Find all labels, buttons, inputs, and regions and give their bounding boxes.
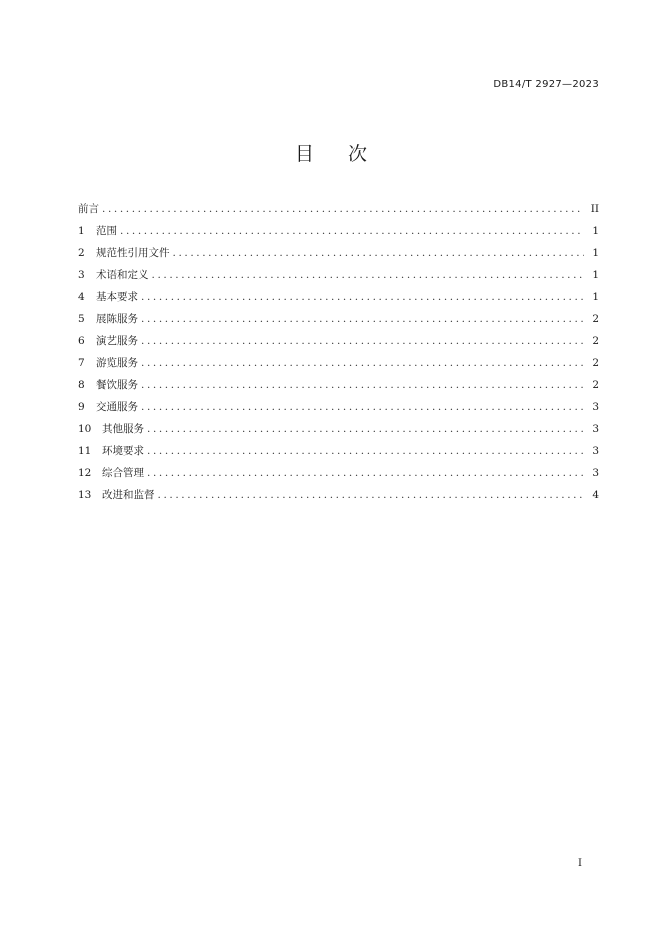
toc-entry-number: 8 <box>78 379 85 391</box>
toc-entry-label: 范围 <box>96 225 117 237</box>
toc-entry-number: 12 <box>78 467 92 479</box>
toc-entry-number: 1 <box>78 225 85 237</box>
toc-entry-page: 3 <box>592 401 599 413</box>
toc-leader-dots <box>120 220 584 242</box>
toc-leader-dots <box>147 418 584 440</box>
toc-entry-label: 改进和监督 <box>102 489 155 501</box>
toc-entry-number: 9 <box>78 401 85 413</box>
document-code: DB14/T 2927—2023 <box>493 79 599 90</box>
toc-entry-label: 交通服务 <box>96 401 138 413</box>
toc-entry-page: 2 <box>592 379 599 391</box>
toc-leader-dots <box>141 374 584 396</box>
toc-entry-label: 术语和定义 <box>96 269 149 281</box>
table-of-contents <box>78 198 599 506</box>
toc-leader-dots <box>141 308 584 330</box>
toc-leader-dots <box>147 462 584 484</box>
toc-leader-dots <box>141 396 584 418</box>
toc-entry-label: 规范性引用文件 <box>96 247 170 259</box>
toc-entry-page: 3 <box>592 445 599 457</box>
toc-entry-number: 13 <box>78 489 92 501</box>
page-number: I <box>578 858 582 869</box>
toc-leader-dots <box>152 264 585 286</box>
toc-entry-number: 3 <box>78 269 85 281</box>
toc-entry-label: 综合管理 <box>102 467 144 479</box>
toc-entry[interactable] <box>78 484 599 506</box>
toc-entry[interactable] <box>78 396 599 418</box>
toc-entry-label: 演艺服务 <box>96 335 138 347</box>
toc-entry-label: 环境要求 <box>102 445 144 457</box>
toc-entry[interactable] <box>78 462 599 484</box>
toc-leader-dots <box>141 330 584 352</box>
toc-leader-dots <box>173 242 585 264</box>
toc-entry-page: 1 <box>592 269 599 281</box>
toc-leader-dots <box>141 352 584 374</box>
toc-entry-number: 6 <box>78 335 85 347</box>
toc-entry-label: 游览服务 <box>96 357 138 369</box>
toc-entry[interactable] <box>78 374 599 396</box>
toc-entry[interactable] <box>78 440 599 462</box>
toc-leader-dots <box>102 198 584 220</box>
toc-entry-label: 基本要求 <box>96 291 138 303</box>
toc-entry-foreword[interactable] <box>78 198 599 220</box>
toc-entry-label: 其他服务 <box>102 423 144 435</box>
toc-entry-number: 11 <box>78 445 92 457</box>
toc-entry-label: 餐饮服务 <box>96 379 138 391</box>
toc-entry-page: 2 <box>592 313 599 325</box>
toc-entry-page: 1 <box>592 247 599 259</box>
toc-leader-dots <box>158 484 585 506</box>
toc-entry[interactable] <box>78 418 599 440</box>
toc-entry[interactable] <box>78 242 599 264</box>
toc-entry-number: 2 <box>78 247 85 259</box>
toc-entry[interactable] <box>78 308 599 330</box>
toc-entry-label: 展陈服务 <box>96 313 138 325</box>
toc-entry-number: 10 <box>78 423 92 435</box>
toc-entry-page: 2 <box>592 335 599 347</box>
toc-entry-page: 2 <box>592 357 599 369</box>
toc-leader-dots <box>141 286 584 308</box>
toc-entry[interactable] <box>78 352 599 374</box>
toc-entry-page: 1 <box>592 225 599 237</box>
toc-entry-page: II <box>590 203 599 215</box>
toc-entry-page: 4 <box>592 489 599 501</box>
toc-entry[interactable] <box>78 330 599 352</box>
toc-entry-page: 3 <box>592 467 599 479</box>
toc-entry-page: 3 <box>592 423 599 435</box>
toc-entry-page: 1 <box>592 291 599 303</box>
toc-entry-number: 7 <box>78 357 85 369</box>
toc-entry-label: 前言 <box>78 203 99 215</box>
toc-entry[interactable] <box>78 286 599 308</box>
toc-title: 目 次 <box>294 143 368 165</box>
toc-leader-dots <box>147 440 584 462</box>
toc-entry-number: 4 <box>78 291 85 303</box>
toc-entry[interactable] <box>78 264 599 286</box>
toc-entry-number: 5 <box>78 313 85 325</box>
toc-entry[interactable] <box>78 220 599 242</box>
